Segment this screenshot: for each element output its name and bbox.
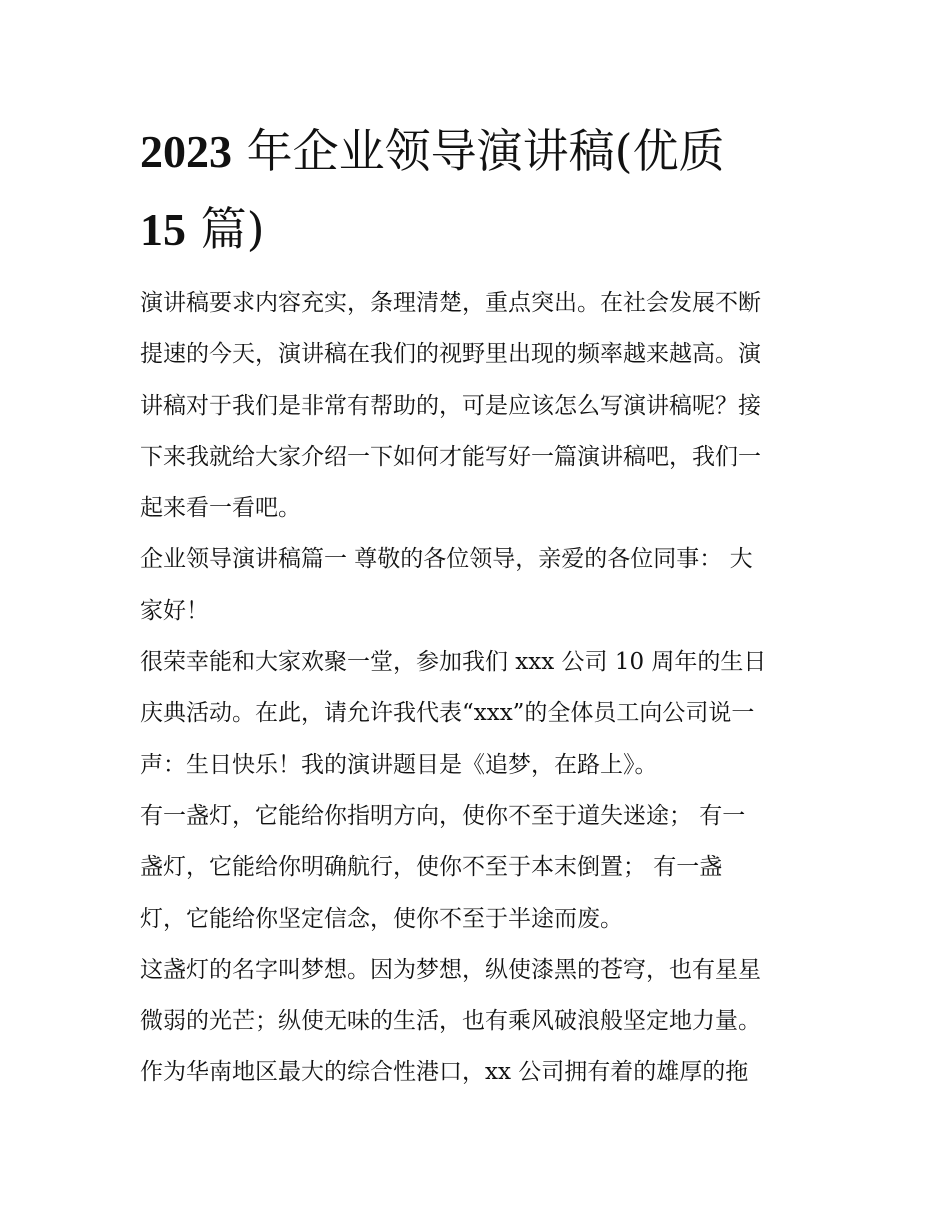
text-line: 企业领导演讲稿篇一 尊敬的各位领导，亲爱的各位同事： 大 xyxy=(140,546,753,573)
text-line: 声：生日快乐！我的演讲题目是《追梦，在路上》。 xyxy=(140,751,658,778)
text-line: 这盏灯的名字叫梦想。因为梦想，纵使漆黑的苍穹，也有星星 xyxy=(140,956,761,983)
text-line: 庆典活动。在此，请允许我代表“xxx”的全体员工向公司说一 xyxy=(140,700,755,727)
text-line: 很荣幸能和大家欢聚一堂，参加我们 xxx 公司 10 周年的生日 xyxy=(140,649,767,676)
text-line: 有一盏灯，它能给你指明方向，使你不至于道失迷途； 有一 xyxy=(140,802,746,829)
text-line: 演讲稿要求内容充实，条理清楚，重点突出。在社会发展不断 xyxy=(140,290,761,316)
title-line-2 xyxy=(140,190,820,268)
title-text-end: 篇) xyxy=(200,202,265,256)
text-line: 起来看一看吧。 xyxy=(140,495,301,522)
text-line: 家好！ xyxy=(140,597,209,624)
text-line: 盏灯，它能给你明确航行，使你不至于本末倒置； 有一盏 xyxy=(140,854,723,881)
text-line: 微弱的光芒；纵使无味的生活，也有乘风破浪般坚定地力量。 xyxy=(140,1008,761,1035)
title-line-1 xyxy=(140,112,820,190)
title-count: 15 xyxy=(140,204,186,255)
title-text: 年企业领导演讲稿(优质 xyxy=(246,124,725,178)
paragraph-intro xyxy=(140,278,820,534)
title-year: 2023 xyxy=(140,126,232,177)
paragraph-dream xyxy=(140,945,820,1099)
text-line: 提速的今天，演讲稿在我们的视野里出现的频率越来越高。演 xyxy=(140,341,761,368)
document-body xyxy=(140,278,820,1099)
paragraph-lamp xyxy=(140,791,820,945)
text-line: 灯，它能给你坚定信念，使你不至于半途而废。 xyxy=(140,905,623,932)
paragraph-celebration xyxy=(140,637,820,791)
document-title xyxy=(140,112,820,268)
text-line: 下来我就给大家介绍一下如何才能写好一篇演讲稿吧，我们一 xyxy=(140,443,761,470)
text-line: 讲稿对于我们是非常有帮助的，可是应该怎么写演讲稿呢？接 xyxy=(140,392,761,419)
paragraph-greeting xyxy=(140,534,820,637)
text-line: 作为华南地区最大的综合性港口，xx 公司拥有着的雄厚的拖 xyxy=(140,1059,749,1086)
